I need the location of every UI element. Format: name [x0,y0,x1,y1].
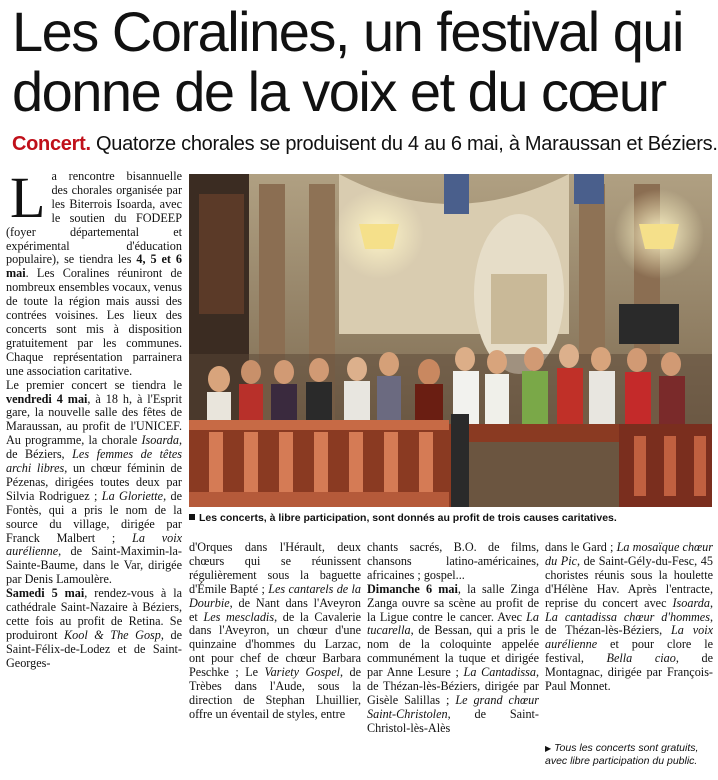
choir-in-church-photo [189,174,712,507]
text: et pour clore le festival, [545,637,714,666]
headline-line-2: donne de la voix et du cœur [12,60,666,123]
text: Le premier concert se tiendra le [6,377,182,392]
date-range: 4, 5 et 6 mai [6,252,183,281]
text: chants sacrés, B.O. de films, chansons latino-américaines, africaines ; gospel... [367,540,539,582]
article-column-4 [545,541,713,694]
text: , de Thézan-lès-Béziers, [545,609,713,638]
text: , à 18 h, à l'Esprit gare, la nouvelle salle des fêtes de Maraussan, au profit de l'UNICEF. Au programme, la chorale [6,391,182,448]
choir-name: La Cantadissa [463,665,536,680]
choir-name: La cantadissa chœur d'hommes [545,609,710,624]
kicker: Concert. [12,133,91,155]
date-saturday: Samedi 5 mai [6,586,85,601]
text: , de Saint-Maximin-la-Sainte-Baume, dans le Var, dirigée par Denis Lamoulère. [6,544,182,587]
headline-line-1: Les Coralines, un festival qui [12,0,683,63]
photo-caption [189,512,712,524]
caption-text: Les concerts, à libre participation, sont donnés au profit de trois causes caritatives. [199,512,617,524]
drop-cap: L [10,165,46,230]
date-friday: vendredi 4 mai [6,391,88,406]
headline [12,2,712,122]
choir-name: Le grand chœur Saint-Christolen [367,692,540,721]
text: , de Montagnac, dirigée par François-Paul Monnet. [545,651,713,694]
article-column-3 [367,541,539,736]
text: , de Saint-Gély-du-Fesc, 45 choristes réunis sous la houlette d'Hélène Hav. Après l'entracte, reprise du concert avec [545,553,713,610]
text: d'Orques dans l'Hérault, deux chœurs qui se réunissent régulièrement sous la baguette d'Émile Bapté ; [189,540,361,596]
text: , rendez-vous à la cathédrale Saint-Nazaire à Béziers, cette fois au profit de Retina. Se produiront [6,586,183,642]
text: , de Nant dans l'Aveyron et [189,595,361,624]
photo-illustration [189,174,712,507]
choir-name: Les femmes de têtes archi libres [6,447,182,476]
choir-name: Les mescladis [203,609,275,624]
choir-name: Variety Gospel [264,665,340,680]
subheadline [12,132,718,156]
info-note [545,742,713,768]
text: , de Thézan-lès-Béziers, dirigée par Gisèle Salillas ; [367,665,539,707]
text: , de Saint-Christol-lès-Alès [367,706,539,735]
choir-name: Kool & The Gosp [64,627,161,642]
triangle-bullet-icon: ▶ [545,744,552,753]
choir-name: La tucarella [367,609,539,638]
text: , de Fontès, qui a pris le nom de la source du village, dirigée par Franck Malbert ; [6,488,183,545]
choir-name: Isoarda [141,433,179,448]
text: , de la Cavalerie dans l'Aveyron, un chœur d'une quinzaine d'hommes du Larzac, ont pour chef de chœur Barbara Peschke ; Le [189,609,362,680]
choir-name: La mosaïque chœur du Pic [545,540,714,568]
text: , de Bessan, qui a pris le nom de la coloquinte appelée communément la tuque et dirigée par Anne Lesure ; [367,623,539,680]
choir-name: La voix aurélienne [545,623,713,652]
note-text: Tous les concerts sont gratuits, avec libre participation du public. [545,742,699,767]
text: , [709,595,714,610]
article-column-1 [6,165,183,671]
text: a rencontre bisannuelle des chorales organisée par les Biterrois Isoarda, avec le soutien du FODEEP (foyer départemental et expérimental d'éducation populaire), se tiendra les [6,169,182,267]
choir-name: Isoarda [672,595,710,610]
text: , de Saint-Félix-de-Lodez et de Saint-Georges- [6,627,182,670]
choir-name: La Gloriette [101,488,164,503]
text: , de Trèbes dans l'Aude, sous la direction de Stephan Lhuillier, offre un éventail de styles, entre [189,665,361,721]
subheadline-text: Quatorze chorales se produisent du 4 au 6 mai, à Maraussan et Béziers. [96,133,718,155]
choir-name: La voix aurélienne [6,530,183,559]
text: , un chœur féminin de Pézenas, dirigées toutes deux par Silvia Rodriguez ; [6,461,182,503]
text: , la salle Zinga Zanga ouvre sa scène au profit de la Ligue contre le cancer. Avec [367,581,539,624]
choir-name: Les cantarels de la Dourbie [189,581,361,610]
date-sunday: Dimanche 6 mai [367,581,458,596]
text: dans le Gard ; [545,540,614,554]
article-column-2 [189,541,361,722]
text: . Les Coralines réuniront de nombreux ensembles vocaux, venus de toute la région mais aussi des contrées voisines. Les lieux des concerts sont mis à disposition gratuitement par les communes. Chaque représentation parrainera une association caritative. [6,266,182,378]
text: , de Béziers, [6,433,183,462]
square-bullet-icon [189,514,195,520]
choir-name: Bella ciao [606,651,676,666]
